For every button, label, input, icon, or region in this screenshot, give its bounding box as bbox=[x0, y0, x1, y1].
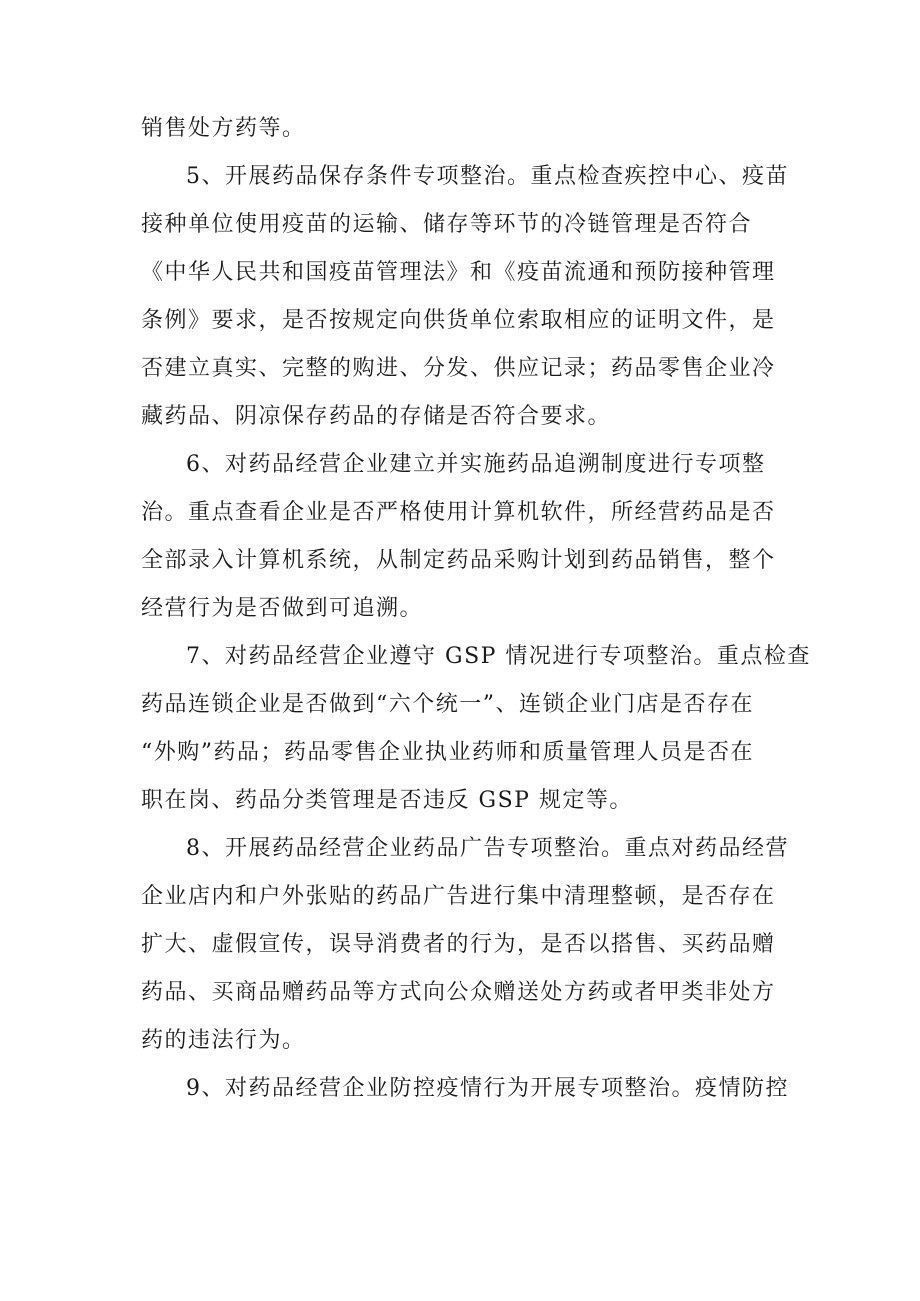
paragraph-6-start: 6、对药品经营企业建立并实施药品追溯制度进行专项整 bbox=[186, 452, 766, 477]
text-line: 藏药品、阴凉保存药品的存储是否符合要求。 bbox=[141, 404, 612, 429]
paragraph-8-start: 8、开展药品经营企业药品广告专项整治。重点对药品经营 bbox=[186, 836, 789, 861]
text-line: 企业店内和户外张贴的药品广告进行集中清理整顿，是否存在 bbox=[141, 884, 776, 909]
paragraph-5-start: 5、开展药品保存条件专项整治。重点检查疾控中心、疫苗 bbox=[186, 164, 789, 189]
text-line: 药的违法行为。 bbox=[141, 1028, 306, 1053]
text-line: 经营行为是否做到可追溯。 bbox=[141, 596, 424, 621]
paragraph-7-start: 7、对药品经营企业遵守 GSP 情况进行专项整治。重点检查 bbox=[186, 644, 811, 669]
text-line: 全部录入计算机系统，从制定药品采购计划到药品销售，整个 bbox=[141, 548, 776, 573]
text-line: 销售处方药等。 bbox=[141, 116, 306, 141]
text-line: 条例》要求，是否按规定向供货单位索取相应的证明文件，是 bbox=[141, 308, 776, 333]
text-line: 职在岗、药品分类管理是否违反 GSP 规定等。 bbox=[141, 788, 633, 813]
text-line: “外购”药品；药品零售企业执业药师和质量管理人员是否在 bbox=[141, 740, 754, 765]
paragraph-9-start: 9、对药品经营企业防控疫情行为开展专项整治。疫情防控 bbox=[186, 1076, 789, 1101]
text-line: 治。重点查看企业是否严格使用计算机软件，所经营药品是否 bbox=[141, 500, 776, 525]
text-line: 否建立真实、完整的购进、分发、供应记录；药品零售企业冷 bbox=[141, 356, 776, 381]
text-line: 扩大、虚假宣传，误导消费者的行为，是否以搭售、买药品赠 bbox=[141, 932, 776, 957]
text-line: 药品、买商品赠药品等方式向公众赠送处方药或者甲类非处方 bbox=[141, 980, 776, 1005]
text-line: 药品连锁企业是否做到“六个统一”、连锁企业门店是否存在 bbox=[141, 692, 754, 717]
text-line: 接种单位使用疫苗的运输、储存等环节的冷链管理是否符合 bbox=[141, 212, 753, 237]
text-line: 《中华人民共和国疫苗管理法》和《疫苗流通和预防接种管理 bbox=[141, 260, 776, 285]
